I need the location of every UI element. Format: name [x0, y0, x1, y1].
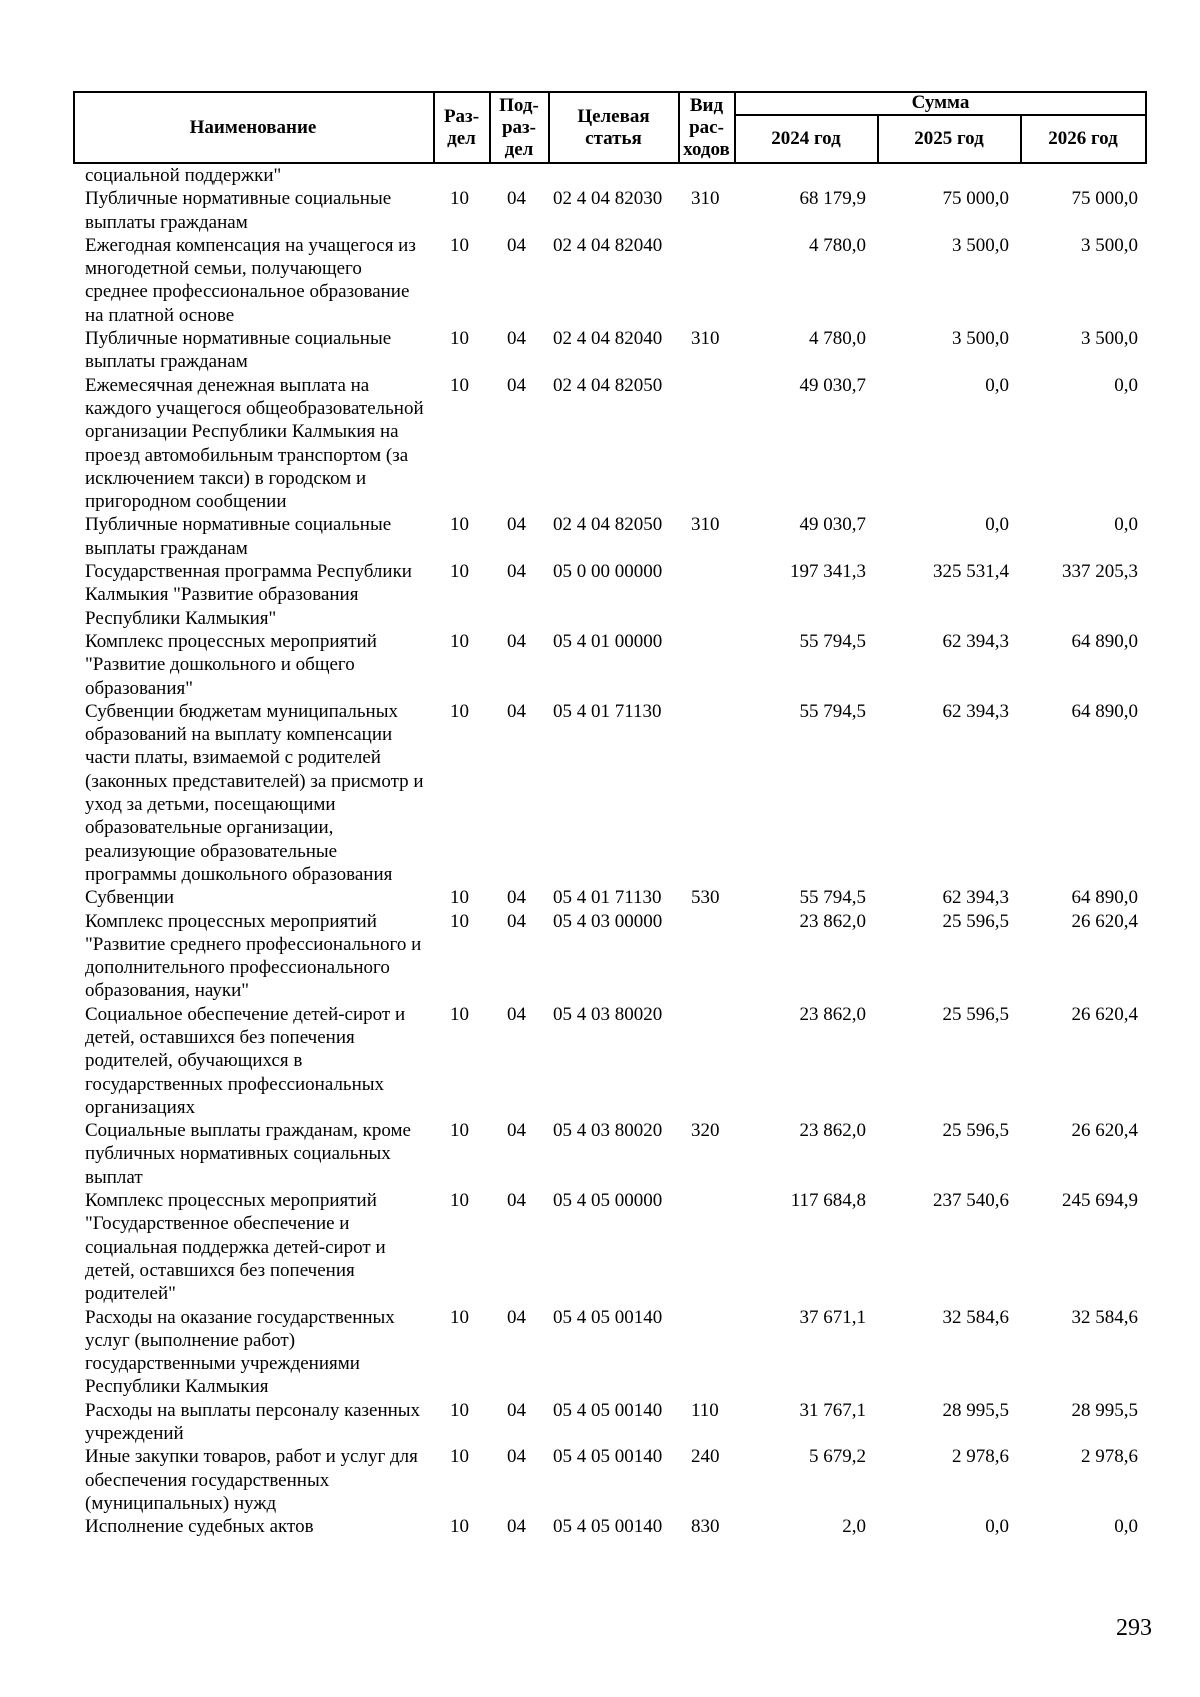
row-name: Комплекс процессных мероприятий "Развитие среднего профессионального и дополнительного профессионального образования, науки": [85, 910, 422, 1002]
row-target-article: 05 4 03 80020: [553, 1120, 663, 1142]
header-year-2024: 2024 год: [771, 128, 841, 149]
row-podrazdel: 04: [507, 328, 526, 350]
table-row: [0, 1399, 1200, 1446]
row-name: Ежегодная компенсация на учащегося из многодетной семьи, получающего среднее профессиональное образование на платной основе: [85, 234, 416, 326]
row-target-article: 05 4 03 00000: [553, 910, 663, 932]
row-sum-2025: 75 000,0: [942, 188, 1009, 210]
table-row: [0, 1003, 1200, 1119]
row-name: Комплекс процессных мероприятий "Государственное обеспечение и социальная поддержка детей-сирот и детей, оставшихся без попечения родителей": [85, 1190, 386, 1305]
row-target-article: 02 4 04 82050: [553, 514, 663, 536]
row-sum-2025: 25 596,5: [942, 1003, 1009, 1025]
table-row: [0, 234, 1200, 327]
header-summa: Сумма: [911, 91, 970, 113]
row-expense-type: 310: [691, 328, 720, 350]
table-row: [0, 513, 1200, 560]
row-target-article: 05 4 05 00140: [553, 1516, 663, 1538]
row-expense-type: 310: [691, 514, 720, 536]
row-razdel: 10: [450, 1446, 469, 1468]
row-sum-2026: 2 978,6: [1081, 1446, 1138, 1468]
row-name: Субвенции бюджетам муниципальных образований на выплату компенсации части платы, взимаемой с родителей (законных представителей) за присмотр и уход за детьми, посещающими образовательные организации, реализующие образовательные программы дошкольного образования: [85, 700, 424, 885]
table-row: [0, 327, 1200, 374]
row-target-article: 05 4 05 00140: [553, 1446, 663, 1468]
row-razdel: 10: [450, 234, 469, 256]
row-sum-2026: 0,0: [1114, 1516, 1138, 1538]
row-sum-2026: 3 500,0: [1081, 328, 1138, 350]
row-razdel: 10: [450, 887, 469, 909]
row-sum-2026: 245 694,9: [1062, 1190, 1138, 1212]
row-razdel: 10: [450, 1190, 469, 1212]
row-razdel: 10: [450, 1306, 469, 1328]
row-name: Социальные выплаты гражданам, кроме публичных нормативных социальных выплат: [85, 1120, 411, 1188]
row-target-article: 02 4 04 82050: [553, 374, 663, 396]
row-sum-2025: 0,0: [985, 514, 1009, 536]
row-podrazdel: 04: [507, 910, 526, 932]
row-sum-2026: 26 620,4: [1071, 1120, 1138, 1142]
row-sum-2024: 68 179,9: [799, 188, 866, 210]
row-target-article: 05 4 05 00140: [553, 1399, 663, 1421]
row-podrazdel: 04: [507, 514, 526, 536]
row-sum-2024: 55 794,5: [799, 700, 866, 722]
header-target: Целевая статья: [577, 105, 650, 149]
row-sum-2026: 64 890,0: [1071, 700, 1138, 722]
row-razdel: 10: [450, 700, 469, 722]
row-target-article: 05 0 00 00000: [553, 561, 663, 583]
row-razdel: 10: [450, 630, 469, 652]
row-podrazdel: 04: [507, 887, 526, 909]
row-expense-type: 240: [691, 1446, 720, 1468]
row-podrazdel: 04: [507, 1190, 526, 1212]
table-row: [0, 1515, 1200, 1538]
row-sum-2026: 26 620,4: [1071, 1003, 1138, 1025]
row-sum-2024: 23 862,0: [799, 1120, 866, 1142]
row-expense-type: 530: [691, 887, 720, 909]
row-sum-2025: 2 978,6: [952, 1446, 1009, 1468]
row-sum-2025: 25 596,5: [942, 910, 1009, 932]
row-name: Иные закупки товаров, работ и услуг для обеспечения государственных (муниципальных) нужд: [85, 1446, 418, 1514]
table-row: [0, 374, 1200, 514]
table-row: [0, 700, 1200, 886]
row-sum-2025: 237 540,6: [933, 1190, 1009, 1212]
header-name: Наименование: [189, 116, 317, 138]
row-sum-2025: 325 531,4: [933, 561, 1009, 583]
row-name: Социальное обеспечение детей-сирот и детей, оставшихся без попечения родителей, обучающихся в государственных профессиональных организациях: [85, 1003, 406, 1118]
row-sum-2025: 32 584,6: [942, 1306, 1009, 1328]
row-sum-2024: 37 671,1: [799, 1306, 866, 1328]
table-row: [0, 1119, 1200, 1189]
table-body: [0, 164, 1200, 1539]
row-sum-2024: 55 794,5: [799, 887, 866, 909]
row-sum-2024: 49 030,7: [799, 374, 866, 396]
row-podrazdel: 04: [507, 700, 526, 722]
row-sum-2024: 31 767,1: [799, 1399, 866, 1421]
row-razdel: 10: [450, 188, 469, 210]
row-name: Публичные нормативные социальные выплаты гражданам: [85, 188, 392, 233]
row-expense-type: 830: [691, 1516, 720, 1538]
header-podrazdel: Под- раз- дел: [499, 94, 539, 160]
row-sum-2026: 0,0: [1114, 374, 1138, 396]
row-sum-2026: 64 890,0: [1071, 630, 1138, 652]
row-podrazdel: 04: [507, 234, 526, 256]
row-sum-2025: 3 500,0: [952, 234, 1009, 256]
row-target-article: 05 4 05 00140: [553, 1306, 663, 1328]
row-target-article: 02 4 04 82040: [553, 328, 663, 350]
row-target-article: 05 4 01 71130: [553, 887, 662, 909]
row-podrazdel: 04: [507, 1306, 526, 1328]
table-row: [0, 187, 1200, 234]
row-podrazdel: 04: [507, 374, 526, 396]
row-name: Публичные нормативные социальные выплаты гражданам: [85, 514, 392, 559]
row-razdel: 10: [450, 910, 469, 932]
row-razdel: 10: [450, 561, 469, 583]
row-name: социальной поддержки": [85, 165, 282, 186]
row-sum-2024: 49 030,7: [799, 514, 866, 536]
header-razdel: Раз- дел: [443, 105, 480, 149]
row-podrazdel: 04: [507, 561, 526, 583]
row-sum-2024: 4 780,0: [809, 328, 866, 350]
header-vid: Вид рас- ходов: [683, 94, 730, 160]
row-sum-2026: 64 890,0: [1071, 887, 1138, 909]
row-sum-2024: 4 780,0: [809, 234, 866, 256]
table-row: [0, 1189, 1200, 1305]
row-sum-2026: 28 995,5: [1071, 1399, 1138, 1421]
row-sum-2024: 23 862,0: [799, 910, 866, 932]
row-podrazdel: 04: [507, 1120, 526, 1142]
row-sum-2024: 55 794,5: [799, 630, 866, 652]
row-name: Субвенции: [85, 887, 175, 909]
row-expense-type: 320: [691, 1120, 720, 1142]
row-sum-2025: 25 596,5: [942, 1120, 1009, 1142]
row-razdel: 10: [450, 1003, 469, 1025]
row-sum-2025: 62 394,3: [942, 700, 1009, 722]
row-target-article: 02 4 04 82030: [553, 188, 663, 210]
header-year-2025: 2025 год: [914, 128, 984, 149]
row-razdel: 10: [450, 1516, 469, 1538]
row-expense-type: 310: [691, 188, 720, 210]
row-sum-2026: 337 205,3: [1062, 561, 1138, 583]
row-target-article: 05 4 01 00000: [553, 630, 663, 652]
row-razdel: 10: [450, 514, 469, 536]
row-name: Расходы на выплаты персоналу казенных учреждений: [85, 1399, 421, 1445]
row-razdel: 10: [450, 328, 469, 350]
row-sum-2026: 32 584,6: [1071, 1306, 1138, 1328]
table-row: [0, 560, 1200, 630]
row-name: Публичные нормативные социальные выплаты гражданам: [85, 328, 392, 373]
row-podrazdel: 04: [507, 1003, 526, 1025]
table-row: [0, 1445, 1200, 1515]
table-row: [0, 630, 1200, 700]
row-target-article: 02 4 04 82040: [553, 234, 663, 256]
row-target-article: 05 4 03 80020: [553, 1003, 663, 1025]
row-expense-type: 110: [691, 1399, 719, 1421]
row-sum-2025: 3 500,0: [952, 328, 1009, 350]
row-name: Исполнение судебных актов: [85, 1516, 314, 1538]
row-target-article: 05 4 01 71130: [553, 700, 662, 722]
row-sum-2025: 28 995,5: [942, 1399, 1009, 1421]
row-razdel: 10: [450, 1399, 469, 1421]
table-row: [0, 910, 1200, 1003]
table-row: [0, 1306, 1200, 1399]
row-name: Ежемесячная денежная выплата на каждого учащегося общеобразовательной организации Республики Калмыкия на проезд автомобильным транспортом (за исключением такси) в городском и пригородном сообщении: [85, 374, 424, 513]
table-header: [73, 91, 1147, 164]
header-year-2026: 2026 год: [1048, 128, 1118, 149]
row-sum-2026: 0,0: [1114, 514, 1138, 536]
row-podrazdel: 04: [507, 1516, 526, 1538]
row-sum-2024: 197 341,3: [790, 561, 866, 583]
row-name: Комплекс процессных мероприятий "Развитие дошкольного и общего образования": [85, 630, 377, 699]
row-sum-2024: 2,0: [842, 1516, 866, 1538]
row-sum-2024: 117 684,8: [790, 1190, 866, 1212]
row-podrazdel: 04: [507, 1446, 526, 1468]
row-razdel: 10: [450, 1120, 469, 1142]
row-sum-2026: 26 620,4: [1071, 910, 1138, 932]
row-name: Государственная программа Республики Калмыкия "Развитие образования Республики Калмыкия": [85, 561, 412, 629]
row-sum-2026: 75 000,0: [1071, 188, 1138, 210]
row-sum-2024: 5 679,2: [809, 1446, 866, 1468]
table-row: [0, 164, 1200, 187]
table-row: [0, 886, 1200, 909]
row-podrazdel: 04: [507, 1399, 526, 1421]
page-number: 293: [1116, 1615, 1152, 1641]
row-sum-2025: 62 394,3: [942, 887, 1009, 909]
row-sum-2024: 23 862,0: [799, 1003, 866, 1025]
row-podrazdel: 04: [507, 630, 526, 652]
row-target-article: 05 4 05 00000: [553, 1190, 663, 1212]
row-sum-2025: 62 394,3: [942, 630, 1009, 652]
row-sum-2025: 0,0: [985, 1516, 1009, 1538]
row-sum-2026: 3 500,0: [1081, 234, 1138, 256]
row-razdel: 10: [450, 374, 469, 396]
row-podrazdel: 04: [507, 188, 526, 210]
row-sum-2025: 0,0: [985, 374, 1009, 396]
row-name: Расходы на оказание государственных услуг (выполнение работ) государственными учреждениями Республики Калмыкия: [85, 1306, 395, 1398]
